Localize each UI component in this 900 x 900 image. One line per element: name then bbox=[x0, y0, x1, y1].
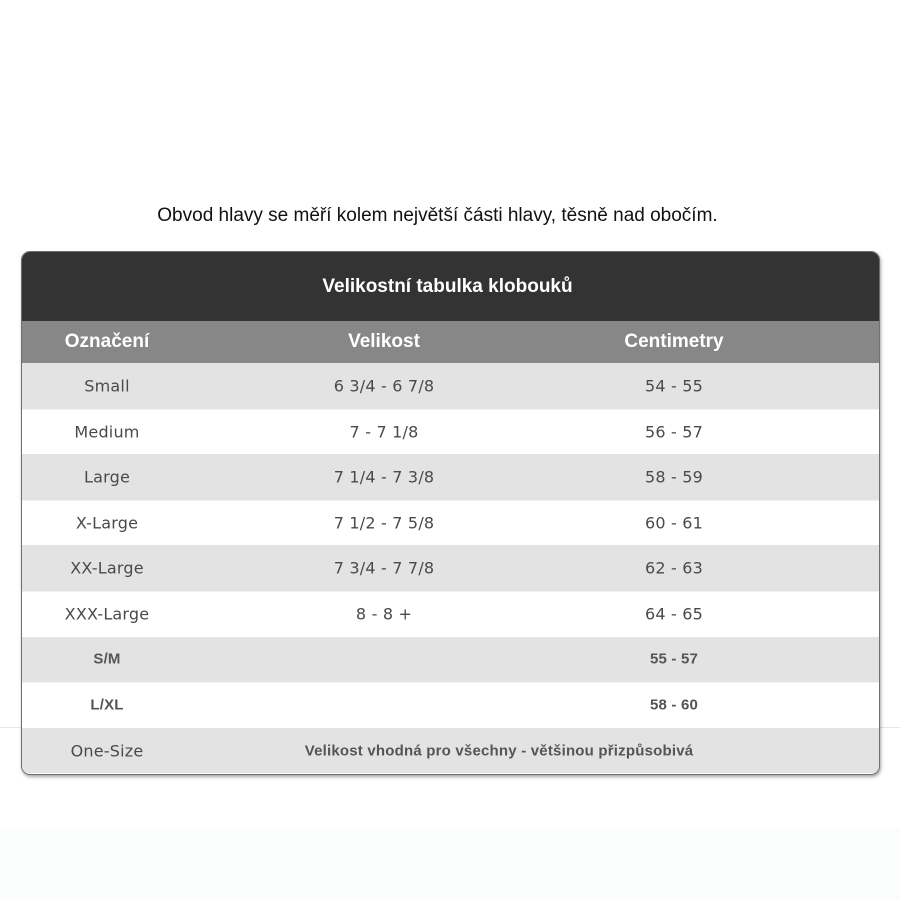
size-label: L/XL bbox=[90, 696, 124, 714]
size-label: Large bbox=[83, 467, 131, 487]
table-row bbox=[22, 682, 879, 728]
size-label: One-Size bbox=[70, 741, 144, 761]
table-row bbox=[22, 500, 879, 546]
hat-size: 7 3/4 - 7 7/8 bbox=[333, 558, 435, 578]
header-label: Označení bbox=[64, 331, 150, 352]
centimeters: 55 - 57 bbox=[649, 650, 699, 668]
centimeters: 58 - 60 bbox=[649, 696, 699, 714]
header-cm: Centimetry bbox=[624, 331, 724, 352]
hat-size: 6 3/4 - 6 7/8 bbox=[333, 376, 435, 396]
hat-size: 8 - 8 + bbox=[355, 604, 413, 624]
size-label: XXX-Large bbox=[64, 604, 150, 624]
centimeters: 54 - 55 bbox=[644, 376, 704, 396]
size-label: S/M bbox=[93, 650, 121, 668]
size-label: X-Large bbox=[75, 513, 139, 533]
header-size: Velikost bbox=[348, 331, 420, 352]
centimeters: 64 - 65 bbox=[644, 604, 704, 624]
table-row bbox=[22, 363, 879, 409]
table-row bbox=[22, 728, 879, 774]
table-body bbox=[22, 363, 879, 773]
centimeters: 58 - 59 bbox=[644, 467, 704, 487]
size-label: Medium bbox=[74, 422, 140, 442]
size-label: Small bbox=[84, 376, 130, 396]
hat-size-table bbox=[21, 251, 880, 775]
hat-size: 7 1/2 - 7 5/8 bbox=[333, 513, 435, 533]
table-title: Velikostní tabulka klobouků bbox=[22, 252, 879, 321]
table-row bbox=[22, 409, 879, 455]
centimeters: 62 - 63 bbox=[644, 558, 704, 578]
hat-size: 7 - 7 1/8 bbox=[349, 422, 419, 442]
table-row bbox=[22, 545, 879, 591]
table-row bbox=[22, 591, 879, 637]
size-label: XX-Large bbox=[70, 558, 144, 578]
table-row bbox=[22, 637, 879, 683]
table-row bbox=[22, 454, 879, 500]
one-size-note: Velikost vhodná pro všechny - většinou přizpůsobivá bbox=[304, 742, 694, 760]
table-header-row bbox=[22, 321, 879, 363]
head-measure-instruction: Obvod hlavy se měří kolem největší části hlavy, těsně nad obočím. bbox=[157, 205, 718, 226]
centimeters: 60 - 61 bbox=[644, 513, 704, 533]
centimeters: 56 - 57 bbox=[644, 422, 704, 442]
bottom-band bbox=[0, 828, 900, 900]
hat-size: 7 1/4 - 7 3/8 bbox=[333, 467, 435, 487]
